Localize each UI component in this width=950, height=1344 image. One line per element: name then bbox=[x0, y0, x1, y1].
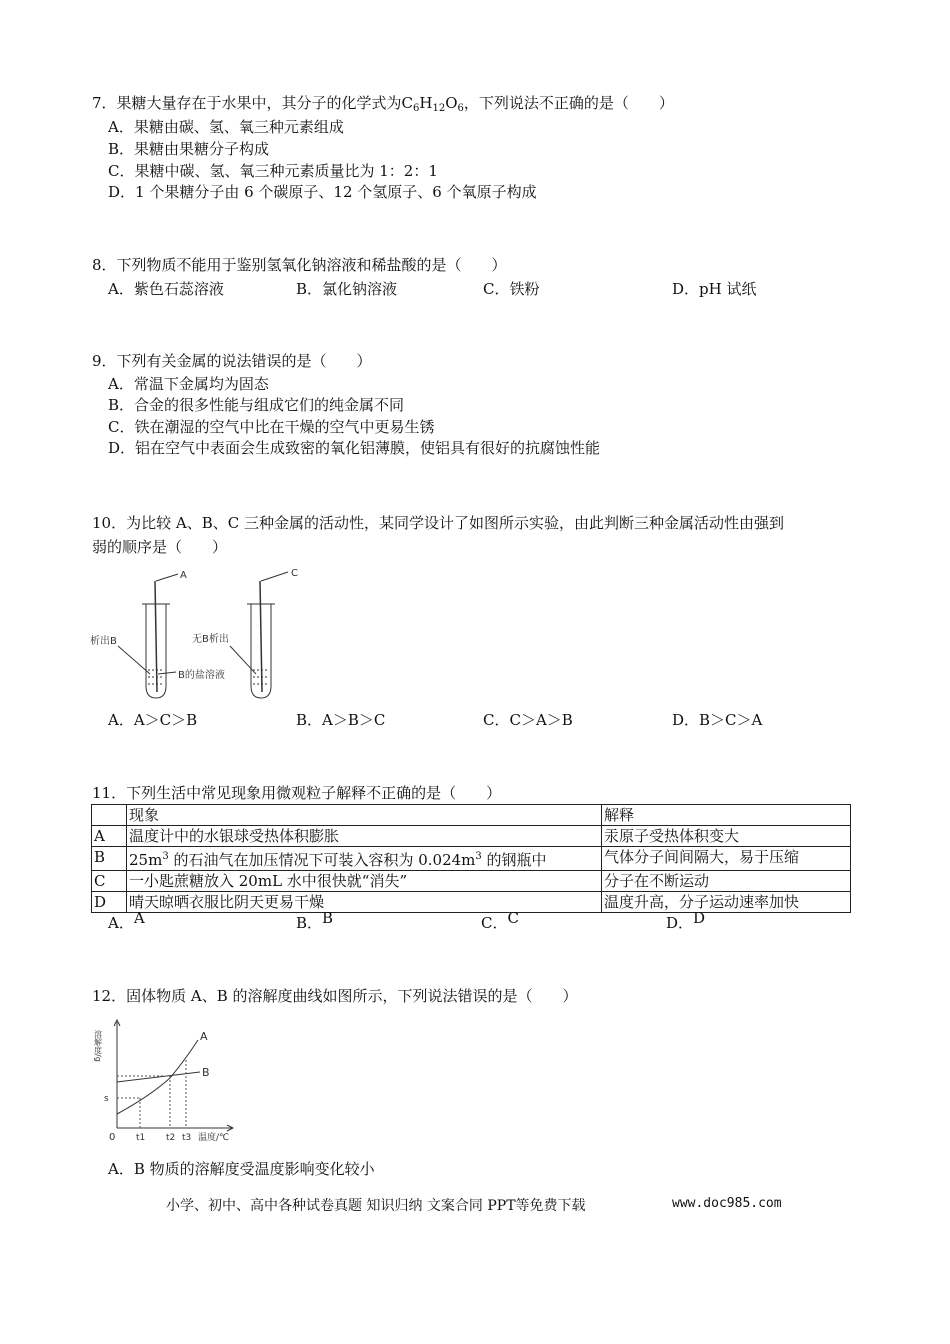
q9-option-a: A．常温下金属均为固态 bbox=[108, 375, 269, 393]
graph-x-tick-t1: t1 bbox=[136, 1133, 146, 1143]
footer-url[interactable]: www.doc985.com bbox=[672, 1196, 782, 1211]
q7-option-d: D．1 个果糖分子由 6 个碳原子、12 个氢原子、6 个氧原子构成 bbox=[108, 183, 537, 201]
q10-option-a: A．A＞C＞B bbox=[108, 711, 198, 729]
q7-stem: 7．果糖大量存在于水果中，其分子的化学式为$C_6H_{12}O_6$，下列说法不正确的是（ ） bbox=[92, 94, 674, 114]
row-explanation: 汞原子受热体积变大 bbox=[602, 826, 851, 847]
figure-label-solution: B的盐溶液 bbox=[178, 670, 225, 681]
table-header-phenomenon: 现象 bbox=[127, 805, 602, 826]
graph-x-tick-t3: t3 bbox=[182, 1133, 192, 1143]
q11-option-b: B．B bbox=[296, 909, 334, 932]
row-phenomenon: 温度计中的水银球受热体积膨胀 bbox=[127, 826, 602, 847]
row-explanation: 分子在不断运动 bbox=[602, 871, 851, 892]
table-header-row bbox=[92, 805, 851, 826]
table-row bbox=[92, 826, 851, 847]
row-phenomenon: $25m^3$ 的石油气在加压情况下可装入容积为 $0.024m^3$ 的钢瓶中 bbox=[127, 847, 602, 871]
test-tube-a bbox=[118, 574, 178, 698]
graph-xlabel: 温度/℃ bbox=[198, 1133, 230, 1143]
test-tube-figure bbox=[88, 566, 318, 704]
q10-option-c: C．C＞A＞B bbox=[483, 711, 573, 729]
q11-option-d: D．D bbox=[666, 909, 706, 932]
row-phenomenon: 晴天晾晒衣服比阴天更易干燥 bbox=[127, 892, 602, 913]
table-header-key bbox=[92, 805, 127, 826]
table-row bbox=[92, 871, 851, 892]
graph-origin: 0 bbox=[109, 1132, 116, 1143]
test-tube-c bbox=[230, 572, 288, 698]
q12-option-a: A．B 物质的溶解度受温度影响变化较小 bbox=[108, 1160, 375, 1178]
graph-x-tick-t2: t2 bbox=[166, 1133, 176, 1143]
q8-option-b: B．氯化钠溶液 bbox=[296, 280, 398, 298]
q10-option-d: D．B＞C＞A bbox=[672, 711, 763, 729]
q9-option-c: C．铁在潮湿的空气中比在干燥的空气中更易生锈 bbox=[108, 418, 435, 436]
table-header-explanation: 解释 bbox=[602, 805, 851, 826]
q7-option-a: A．果糖由碳、氢、氧三种元素组成 bbox=[108, 118, 344, 136]
figure-label-c: C bbox=[291, 568, 298, 579]
row-explanation: 气体分子间间隔大，易于压缩 bbox=[602, 847, 851, 871]
graph-y-tick: s bbox=[104, 1094, 109, 1104]
graph-label-b: B bbox=[202, 1066, 210, 1079]
q9-option-b: B．合金的很多性能与组成它们的纯金属不同 bbox=[108, 396, 405, 414]
graph-ylabel: 溶解度/g bbox=[93, 1030, 103, 1062]
table-row bbox=[92, 892, 851, 913]
q11-option-c: C．C bbox=[481, 909, 519, 932]
q8-option-c: C．铁粉 bbox=[483, 280, 540, 298]
q7-option-b: B．果糖由果糖分子构成 bbox=[108, 140, 270, 158]
figure-label-mid: 无B析出 bbox=[192, 634, 229, 645]
row-explanation: 温度升高，分子运动速率加快 bbox=[602, 892, 851, 913]
footer-text: 小学、初中、高中各种试卷真题 知识归纳 文案合同 PPT等免费下载 bbox=[166, 1198, 586, 1214]
q11-table bbox=[91, 804, 851, 913]
q9-stem: 9．下列有关金属的说法错误的是（ ） bbox=[92, 352, 372, 370]
q10-option-b: B．A＞B＞C bbox=[296, 711, 386, 729]
q9-option-d: D．铝在空气中表面会生成致密的氧化铝薄膜，使铝具有很好的抗腐蚀性能 bbox=[108, 439, 601, 457]
q10-stem-line1: 10．为比较 A、B、C 三种金属的活动性，某同学设计了如图所示实验，由此判断三种金属活动性由强到 bbox=[92, 514, 784, 532]
figure-label-a: A bbox=[180, 570, 187, 581]
q11-option-a: A．A bbox=[108, 909, 145, 932]
q7-option-c: C．果糖中碳、氢、氧三种元素质量比为 1：2：1 bbox=[108, 162, 438, 180]
row-key: C bbox=[92, 871, 127, 892]
table-row bbox=[92, 847, 851, 871]
q11-stem: 11．下列生活中常见现象用微观粒子解释不正确的是（ ） bbox=[92, 784, 502, 802]
solubility-graph bbox=[90, 1016, 240, 1144]
q12-stem: 12．固体物质 A、B 的溶解度曲线如图所示，下列说法错误的是（ ） bbox=[92, 987, 578, 1005]
row-key: D bbox=[92, 892, 127, 913]
row-phenomenon: 一小匙蔗糖放入 20mL 水中很快就“消失” bbox=[127, 871, 602, 892]
row-key: B bbox=[92, 847, 127, 871]
q8-option-d: D．pH 试纸 bbox=[672, 280, 757, 298]
graph-label-a: A bbox=[200, 1030, 208, 1043]
q8-option-a: A．紫色石蕊溶液 bbox=[108, 280, 224, 298]
figure-label-left: 析出B bbox=[90, 636, 117, 647]
row-key: A bbox=[92, 826, 127, 847]
curve-b bbox=[117, 1072, 200, 1082]
q10-stem-line2: 弱的顺序是（ ） bbox=[92, 538, 228, 556]
q8-stem: 8．下列物质不能用于鉴别氢氧化钠溶液和稀盐酸的是（ ） bbox=[92, 256, 507, 274]
